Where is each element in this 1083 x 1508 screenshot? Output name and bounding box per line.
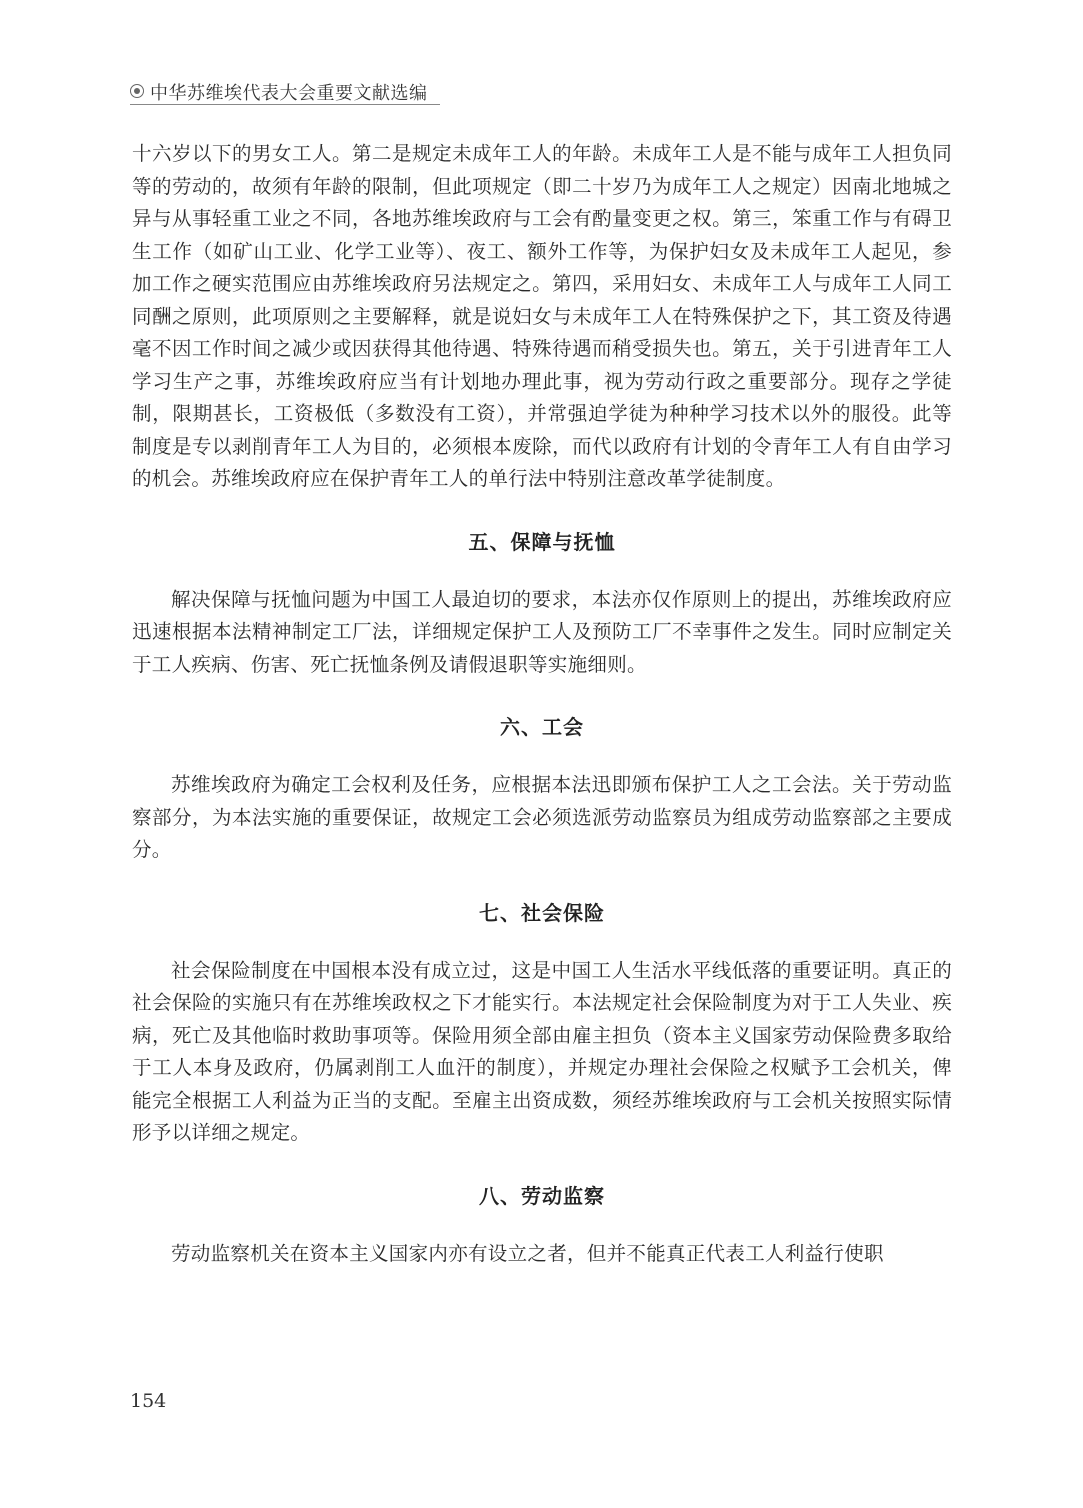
bullet-circle-icon xyxy=(130,84,144,98)
paragraph-continued: 十六岁以下的男女工人。第二是规定未成年工人的年龄。未成年工人是不能与成年工人担负同等的劳动的，故须有年龄的限制，但此项规定（即二十岁乃为成年工人之规定）因南北地城之异与从事轻重工业之不同，各地苏维埃政府与工会有酌量变更之权。第三，笨重工作与有碍卫生工作（如矿山工业、化学工业等）、夜工、额外工作等，为保护妇女及未成年工人起见，参加工作之硬实范围应由苏维埃政府另法规定之。第四，采用妇女、未成年工人与成年工人同工同酬之原则，此项原则之主要解释，就是说妇女与未成年工人在特殊保护之下，其工资及待遇毫不因工作时间之减少或因获得其他待遇、特殊待遇而稍受损失也。第五，关于引进青年工人学习生产之事，苏维埃政府应当有计划地办理此事，视为劳动行政之重要部分。现存之学徒制，限期甚长，工资极低（多数没有工资），并常强迫学徒为种种学习技术以外的服役。此等制度是专以剥削青年工人为目的，必须根本废除，而代以政府有计划的令青年工人有自由学习的机会。苏维埃政府应在保护青年工人的单行法中特别注意改革学徒制度。 xyxy=(132,142,952,490)
section-heading-5: 五、保障与抚恤 xyxy=(468,529,616,554)
running-header xyxy=(130,76,440,108)
section-text-5: 解决保障与抚恤问题为中国工人最迫切的要求，本法亦仅作原则上的提出，苏维埃政府应迅速根据本法精神制定工厂法，详细规定保护工人及预防工厂不幸事件之发生。同时应制定关于工人疾病、伤害、死亡抚恤条例及请假退职等实施细则。 xyxy=(132,587,952,676)
section-heading-8: 八、劳动监察 xyxy=(479,1183,605,1208)
header-rule xyxy=(130,104,440,105)
page-body xyxy=(132,138,952,1270)
book-title: 中华苏维埃代表大会重要文献选编 xyxy=(150,83,428,104)
section-heading-6: 六、工会 xyxy=(500,715,584,739)
section-text-6: 苏维埃政府为确定工会权利及任务，应根据本法迅即颁布保护工人之工会法。关于劳动监察部分，为本法实施的重要保证，故规定工会必须选派劳动监察员为组成劳动监察部之主要成分。 xyxy=(132,773,952,861)
section-text-8: 劳动监察机关在资本主义国家内亦有设立之者，但并不能真正代表工人利益行使职 xyxy=(171,1241,884,1265)
page-number: 154 xyxy=(130,1390,167,1412)
section-heading-7: 七、社会保险 xyxy=(479,900,605,925)
section-text-7: 社会保险制度在中国根本没有成立过，这是中国工人生活水平线低落的重要证明。真正的社会保险的实施只有在苏维埃政权之下才能实行。本法规定社会保险制度为对于工人失业、疾病，死亡及其他临时救助事项等。保险用须全部由雇主担负（资本主义国家劳动保险费多取给于工人本身及政府，仍属剥削工人血汗的制度），并规定办理社会保险之权赋予工会机关，俾能完全根据工人利益为正当的支配。至雇主出资成数，须经苏维埃政府与工会机关按照实际情形予以详细之规定。 xyxy=(132,958,952,1144)
